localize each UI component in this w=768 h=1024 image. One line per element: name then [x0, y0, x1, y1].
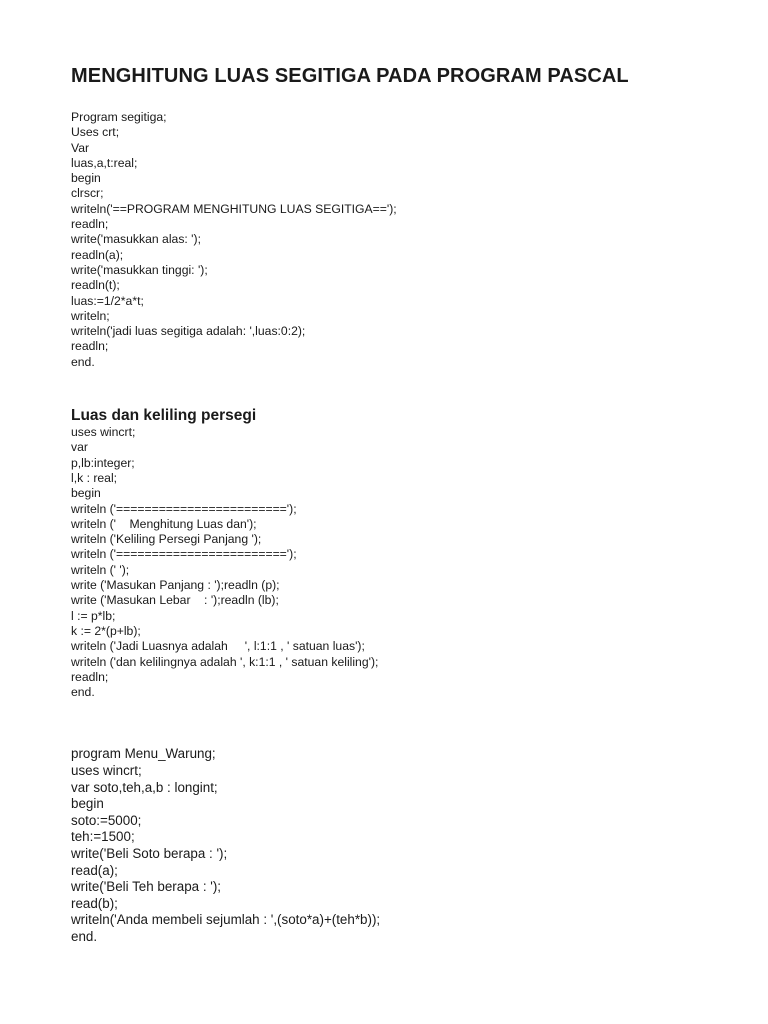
code-line: begin: [71, 171, 101, 186]
code-line: clrscr;: [71, 186, 104, 201]
code-line: writeln ('dan kelilingnya adalah ', k:1:1 , ' satuan keliling');: [71, 654, 379, 669]
code-line: readln;: [71, 339, 109, 354]
code-line: writeln('jadi luas segitiga adalah: ',luas:0:2);: [71, 324, 306, 339]
code-line: Program segitiga;: [71, 110, 167, 124]
code-line: writeln (' Menghitung Luas dan');: [71, 516, 257, 531]
code-line: write('Beli Teh berapa : ');: [71, 879, 221, 895]
code-line: writeln ('========================');: [71, 501, 297, 516]
code-line: write('masukkan tinggi: ');: [71, 262, 208, 277]
code-line: l := p*lb;: [71, 608, 116, 623]
code-line: uses wincrt;: [71, 762, 142, 778]
code-line: write('Beli Soto berapa : ');: [71, 845, 228, 861]
code-line: end.: [71, 354, 95, 369]
code-line: readln;: [71, 217, 109, 232]
code-line: read(a);: [71, 862, 118, 878]
code-line: var soto,teh,a,b : longint;: [71, 779, 218, 795]
code-block-segitiga: [71, 110, 731, 370]
code-line: begin: [71, 486, 101, 501]
code-line: read(b);: [71, 895, 118, 911]
code-line: begin: [71, 796, 104, 812]
code-line: write ('Masukan Panjang : ');readln (p);: [71, 578, 280, 593]
code-line: write('masukkan alas: ');: [71, 232, 201, 247]
page-title: MENGHITUNG LUAS SEGITIGA PADA PROGRAM PASCAL: [71, 65, 629, 87]
code-line: soto:=5000;: [71, 812, 142, 828]
code-block-menu-warung: [71, 746, 731, 945]
code-line: readln(t);: [71, 278, 120, 293]
code-line: Var: [71, 140, 90, 155]
code-line: teh:=1500;: [71, 829, 135, 845]
code-line: l,k : real;: [71, 470, 118, 485]
code-line: end.: [71, 928, 98, 944]
code-line: writeln('Anda membeli sejumlah : ',(soto*a)+(teh*b));: [71, 912, 381, 928]
code-line: writeln ('Keliling Persegi Panjang ');: [71, 532, 262, 547]
code-line: end.: [71, 685, 95, 700]
document-page: [71, 64, 731, 946]
code-line: program Menu_Warung;: [71, 746, 216, 762]
code-line: luas:=1/2*a*t;: [71, 293, 144, 308]
code-block-persegi: [71, 425, 731, 700]
code-line: Uses crt;: [71, 125, 120, 140]
code-line: writeln ('Jadi Luasnya adalah ', l:1:1 , ' satuan luas');: [71, 639, 365, 654]
code-line: writeln;: [71, 308, 110, 323]
code-line: var: [71, 440, 88, 455]
code-line: writeln (' ');: [71, 562, 130, 577]
code-line: uses wincrt;: [71, 425, 136, 440]
code-line: readln;: [71, 669, 109, 684]
code-line: luas,a,t:real;: [71, 155, 138, 170]
code-line: k := 2*(p+lb);: [71, 623, 141, 638]
section-heading-persegi: Luas dan keliling persegi: [71, 407, 257, 425]
code-line: writeln ('========================');: [71, 547, 297, 562]
code-line: p,lb:integer;: [71, 455, 135, 470]
code-line: readln(a);: [71, 247, 124, 262]
code-line: write ('Masukan Lebar : ');readln (lb);: [71, 593, 279, 608]
code-line: writeln('==PROGRAM MENGHITUNG LUAS SEGITIGA==');: [71, 201, 397, 216]
